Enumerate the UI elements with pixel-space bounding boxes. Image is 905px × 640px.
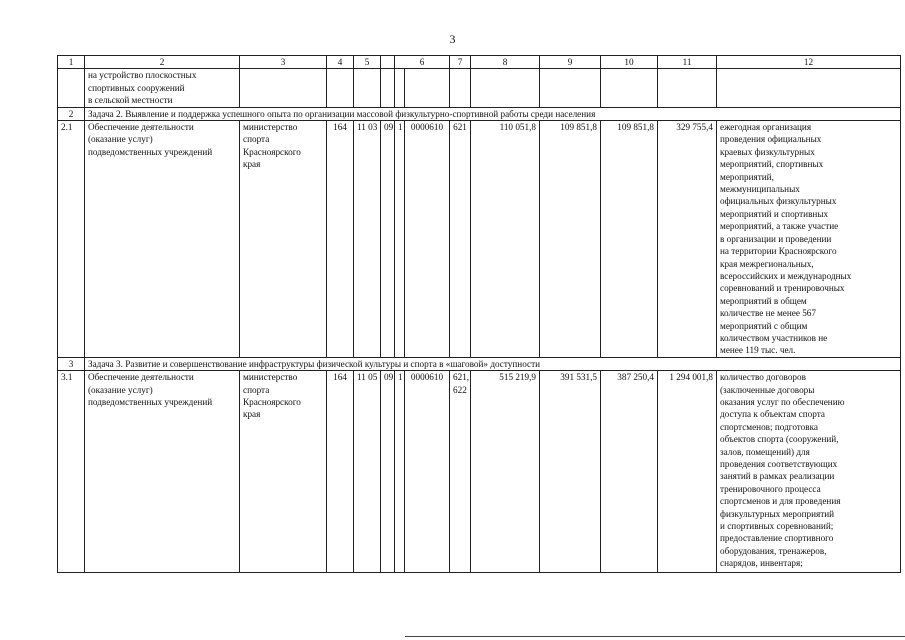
header-cell: 3 <box>240 56 327 69</box>
header-cell: 6 <box>395 56 450 69</box>
csr-part2: 1 <box>395 121 405 358</box>
vr-code: 621, 622 <box>450 371 471 573</box>
header-cell: 12 <box>717 56 901 69</box>
grbs-name: министерство спорта Красноярского края <box>240 121 327 358</box>
header-cell: 1 <box>58 56 85 69</box>
grbs-code: 164 <box>327 371 354 573</box>
task-row <box>58 107 901 120</box>
csr-part3: 0000610 <box>405 121 450 358</box>
footer-rule <box>405 636 905 637</box>
amount-col8: 515 219,9 <box>471 371 540 573</box>
header-row <box>58 56 901 69</box>
program-table <box>57 55 901 573</box>
task-row <box>58 357 901 370</box>
task-title: Задача 3. Развитие и совершенствование инфраструктуры физической культуры и спорта в «шаговой» доступности <box>85 357 901 370</box>
header-cell: 7 <box>450 56 471 69</box>
amount-col10: 109 851,8 <box>601 121 658 358</box>
header-cell: 9 <box>540 56 601 69</box>
header-cell: 4 <box>327 56 354 69</box>
task-number: 2 <box>58 107 85 120</box>
amount-col8: 110 051,8 <box>471 121 540 358</box>
header-cell: 8 <box>471 56 540 69</box>
header-cell: 10 <box>601 56 658 69</box>
header-cell: 11 <box>658 56 717 69</box>
measure-name: Обеспечение деятельности (оказание услуг) подведомственных учреждений <box>85 121 240 358</box>
measure-name: на устройство плоскостных спортивных сооружений в сельской местности <box>85 69 240 107</box>
amount-total: 329 755,4 <box>658 121 717 358</box>
table-row <box>58 121 901 358</box>
page-number: 3 <box>449 32 456 46</box>
table-row <box>58 69 901 107</box>
header-cell: 5 <box>354 56 381 69</box>
amount-col10: 387 250,4 <box>601 371 658 573</box>
amount-total: 1 294 001,8 <box>658 371 717 573</box>
amount-col9: 109 851,8 <box>540 121 601 358</box>
expected-result: ежегодная организация проведения официальных краевых физкультурных мероприятий, спортивных мероприятий, межмуниципальных официальных физкультурных мероприятий и спортивных мероприятий, а также участие в организации и проведении на территории Красноярского края межрегиональных, всероссийских и международных соревнований и тренировочных мероприятий в общем количестве не менее 567 мероприятий с общим количеством участников не менее 119 тыс. чел. <box>717 121 901 358</box>
row-number: 3.1 <box>58 371 85 573</box>
header-cell: 2 <box>85 56 240 69</box>
header-cell <box>381 56 395 69</box>
csr-part3: 0000610 <box>405 371 450 573</box>
amount-col9: 391 531,5 <box>540 371 601 573</box>
rzpr-code: 11 03 <box>354 121 381 358</box>
vr-code: 621 <box>450 121 471 358</box>
row-number: 2.1 <box>58 121 85 358</box>
table-row <box>58 371 901 573</box>
rzpr-code: 11 05 <box>354 371 381 573</box>
csr-part2: 1 <box>395 371 405 573</box>
grbs-code: 164 <box>327 121 354 358</box>
csr-part1: 09 <box>381 121 395 358</box>
task-number: 3 <box>58 357 85 370</box>
measure-name: Обеспечение деятельности (оказание услуг) подведомственных учреждений <box>85 371 240 573</box>
grbs-name: министерство спорта Красноярского края <box>240 371 327 573</box>
csr-part1: 09 <box>381 371 395 573</box>
expected-result: количество договоров (заключенные договоры оказания услуг по обеспечению доступа к объектам спорта спортсменов; подготовка объектов спорта (сооружений, залов, помещений) для проведения соответствующих занятий в рамках реализации тренировочного процесса спортсменов и для проведения физкультурных мероприятий и спортивных соревнований; предоставление спортивного оборудования, тренажеров, снарядов, инвентаря; <box>717 371 901 573</box>
task-title: Задача 2. Выявление и поддержка успешного опыта по организации массовой физкультурно-спортивной работы среди населения <box>85 107 901 120</box>
